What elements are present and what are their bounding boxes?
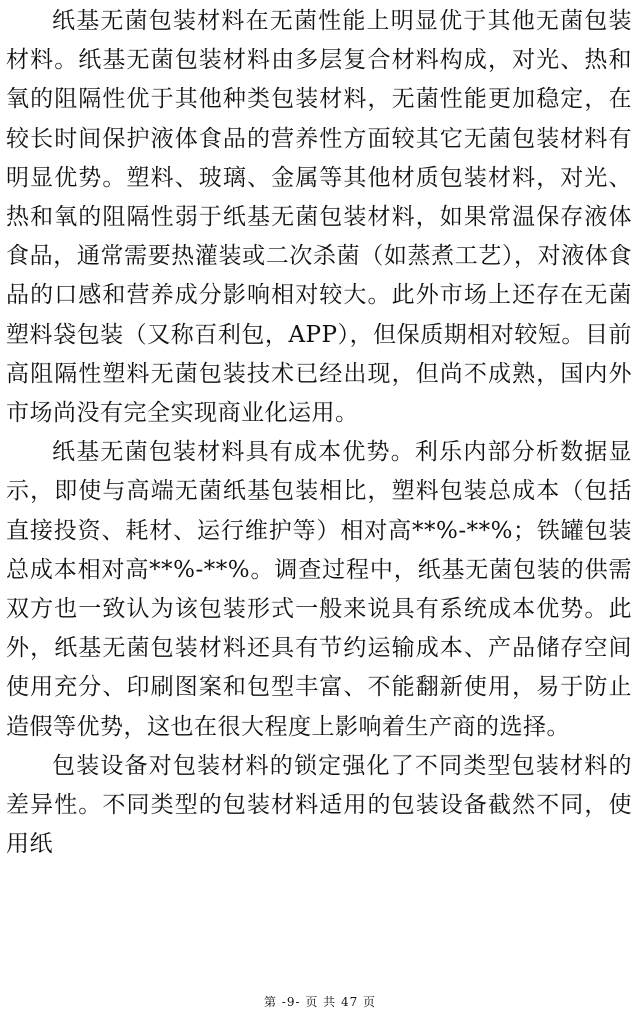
page-footer: 第 -9- 页 共 47 页 <box>263 995 377 1009</box>
body-text <box>6 2 632 864</box>
paragraph-equipment-lock-in: 包装设备对包装材料的锁定强化了不同类型包装材料的差异性。不同类型的包装材料适用的包装设备截然不同，使用纸 <box>6 752 632 858</box>
paragraph-aseptic-performance: 纸基无菌包装材料在无菌性能上明显优于其他无菌包装材料。纸基无菌包装材料由多层复合材料构成，对光、热和氧的阻隔性优于其他种类包装材料，无菌性能更加稳定，在较长时间保护液体食品的营养性方面较其它无菌包装材料有明显优势。塑料、玻璃、金属等其他材质包装材料，对光、热和氧的阻隔性弱于纸基无菌包装材料，如果常温保存液体食品，通常需要热灌装或二次杀菌（如蒸煮工艺），对液体食品的口感和营养成分影响相对较大。此外市场上还存在无菌塑料袋包装（又称百利包，APP），但保质期相对较短。目前高阻隔性塑料无菌包装技术已经出现，但尚不成熟，国内外市场尚没有完全实现商业化运用。 <box>6 8 632 427</box>
paragraph-cost-advantage: 纸基无菌包装材料具有成本优势。利乐内部分析数据显示，即使与高端无菌纸基包装相比，塑料包装总成本（包括直接投资、耗材、运行维护等）相对高**%-**%；铁罐包装总成本相对高**%-**%。调查过程中，纸基无菌包装的供需双方也一致认为该包装形式一般来说具有系统成本优势。此外，纸基无菌包装材料还具有节约运输成本、产品储存空间使用充分、印刷图案和包型丰富、不能翻新使用，易于防止造假等优势，这也在很大程度上影响着生产商的选择。 <box>6 439 632 740</box>
